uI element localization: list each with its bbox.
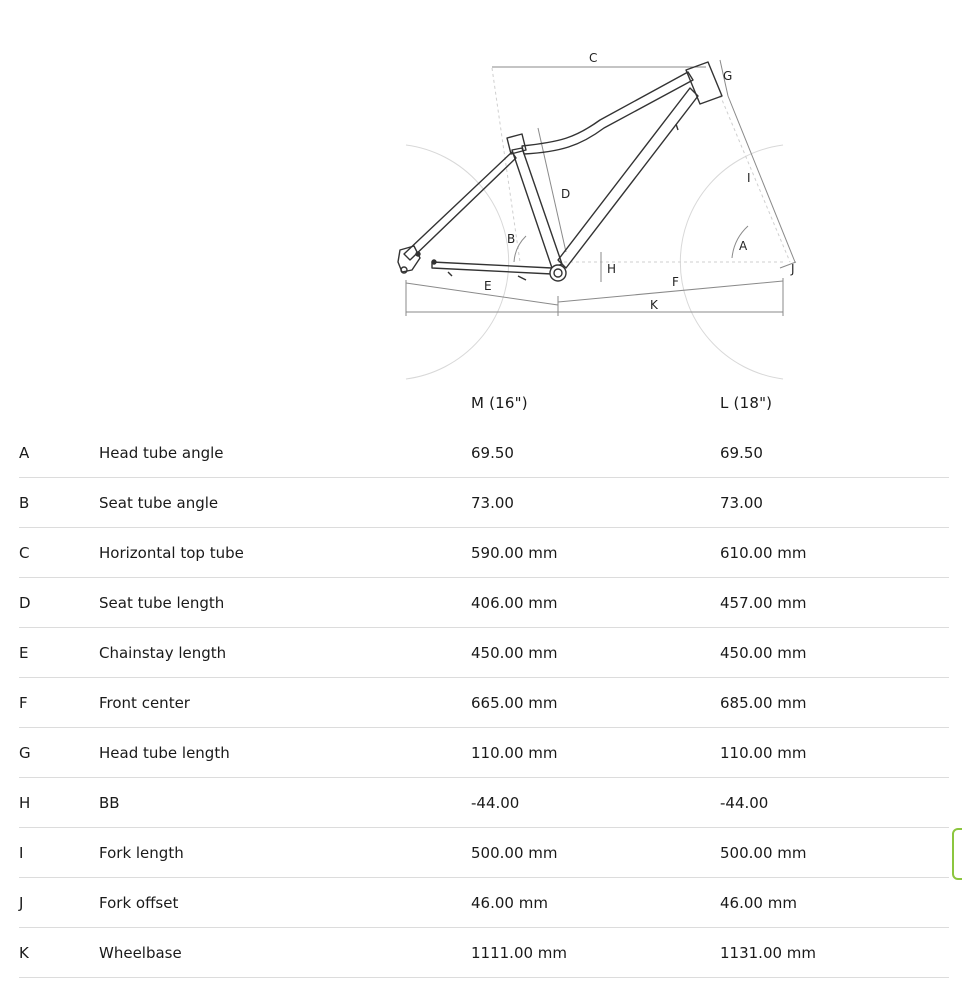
row-value-l: 46.00 mm bbox=[720, 894, 797, 912]
table-row bbox=[19, 928, 949, 978]
label-i: I bbox=[747, 171, 751, 185]
label-g: G bbox=[723, 69, 733, 83]
bike-frame bbox=[398, 62, 722, 281]
row-value-m: 500.00 mm bbox=[471, 844, 558, 862]
table-row bbox=[19, 828, 949, 878]
row-value-l: 500.00 mm bbox=[720, 844, 807, 862]
row-value-l: 69.50 bbox=[720, 444, 763, 462]
table-header bbox=[19, 378, 949, 428]
row-value-l: 73.00 bbox=[720, 494, 763, 512]
row-key: A bbox=[19, 444, 30, 462]
row-name: Chainstay length bbox=[99, 644, 227, 662]
row-key: H bbox=[19, 794, 31, 812]
table-row bbox=[19, 428, 949, 478]
row-value-l: 685.00 mm bbox=[720, 694, 807, 712]
table-row bbox=[19, 778, 949, 828]
table-row bbox=[19, 728, 949, 778]
table-row bbox=[19, 528, 949, 578]
front-wheel-arc bbox=[680, 145, 783, 379]
row-name: Front center bbox=[99, 694, 190, 712]
row-value-l: 450.00 mm bbox=[720, 644, 807, 662]
bottom-bracket bbox=[550, 265, 566, 281]
column-header-m: M (16") bbox=[471, 394, 528, 412]
row-key: C bbox=[19, 544, 30, 562]
label-c: C bbox=[589, 51, 598, 65]
row-key: I bbox=[19, 844, 24, 862]
label-a: A bbox=[739, 239, 748, 253]
row-key: J bbox=[19, 894, 24, 912]
row-name: Fork length bbox=[99, 844, 184, 862]
row-name: Head tube length bbox=[99, 744, 230, 762]
table-row bbox=[19, 678, 949, 728]
row-value-m: 450.00 mm bbox=[471, 644, 558, 662]
label-e: E bbox=[484, 279, 492, 293]
row-value-m: -44.00 bbox=[471, 794, 520, 812]
row-value-l: 457.00 mm bbox=[720, 594, 807, 612]
row-key: E bbox=[19, 644, 29, 662]
seat-stay bbox=[404, 152, 516, 260]
row-name: Seat tube length bbox=[99, 594, 225, 612]
dimension-lines bbox=[406, 60, 796, 316]
row-key: F bbox=[19, 694, 28, 712]
row-value-l: 1131.00 mm bbox=[720, 944, 817, 962]
geometry-table bbox=[19, 378, 949, 978]
row-name: Seat tube angle bbox=[99, 494, 219, 512]
row-key: K bbox=[19, 944, 29, 962]
row-key: G bbox=[19, 744, 31, 762]
seat-tube bbox=[512, 148, 562, 268]
row-name: Head tube angle bbox=[99, 444, 224, 462]
row-value-m: 69.50 bbox=[471, 444, 514, 462]
row-name: BB bbox=[99, 794, 120, 812]
side-feedback-tab[interactable] bbox=[952, 828, 962, 880]
head-tube bbox=[686, 62, 722, 104]
bike-geometry-diagram bbox=[0, 0, 962, 390]
label-k: K bbox=[650, 298, 658, 312]
row-name: Fork offset bbox=[99, 894, 179, 912]
row-name: Horizontal top tube bbox=[99, 544, 244, 562]
row-value-m: 1111.00 mm bbox=[471, 944, 568, 962]
row-name: Wheelbase bbox=[99, 944, 182, 962]
row-value-m: 590.00 mm bbox=[471, 544, 558, 562]
label-j: J bbox=[791, 262, 795, 276]
row-value-m: 46.00 mm bbox=[471, 894, 548, 912]
chainstay bbox=[432, 262, 552, 274]
row-value-m: 110.00 mm bbox=[471, 744, 558, 762]
row-key: B bbox=[19, 494, 30, 512]
row-value-l: -44.00 bbox=[720, 794, 769, 812]
row-value-m: 73.00 bbox=[471, 494, 514, 512]
row-value-l: 110.00 mm bbox=[720, 744, 807, 762]
label-f: F bbox=[672, 275, 679, 289]
row-key: D bbox=[19, 594, 31, 612]
table-row bbox=[19, 878, 949, 928]
label-d: D bbox=[561, 187, 571, 201]
label-b: B bbox=[507, 232, 516, 246]
table-row bbox=[19, 478, 949, 528]
table-row bbox=[19, 628, 949, 678]
label-h: H bbox=[607, 262, 617, 276]
column-header-l: L (18") bbox=[720, 394, 773, 412]
row-value-l: 610.00 mm bbox=[720, 544, 807, 562]
row-value-m: 665.00 mm bbox=[471, 694, 558, 712]
table-row bbox=[19, 578, 949, 628]
top-tube bbox=[522, 72, 693, 154]
row-value-m: 406.00 mm bbox=[471, 594, 558, 612]
